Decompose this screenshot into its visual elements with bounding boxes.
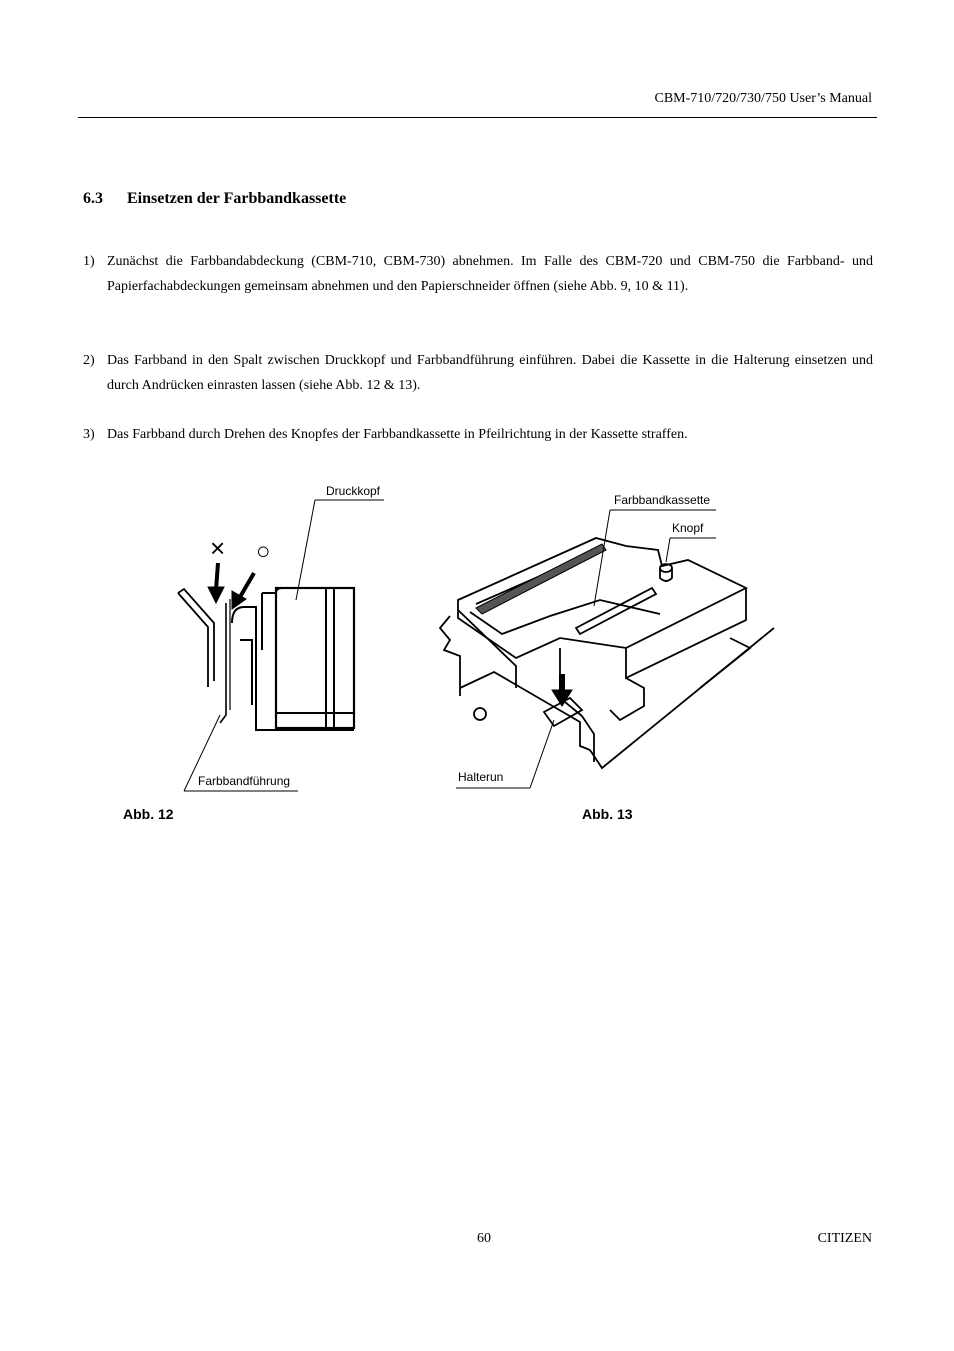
section-heading: [83, 190, 346, 208]
step-number: 1): [83, 254, 95, 269]
step-text: Zunächst die Farbbandabdeckung (CBM-710, CBM-730) abnehmen. Im Falle des CBM-720 und CBM-750 die Farbband- und Papierfachabdeckungen gemeinsam abnehmen und den Papierschneider öffnen (siehe Abb. 9, 10 & 11).: [107, 254, 873, 294]
step-1: [83, 250, 873, 299]
step-number: 2): [83, 353, 95, 368]
footer-brand: CITIZEN: [817, 1231, 872, 1246]
farbbandfuehrung-label: Farbbandführung: [198, 774, 291, 788]
page-number: 60: [477, 1231, 491, 1246]
druckkopf-label: Druckkopf: [326, 484, 381, 498]
section-number: 6.3: [83, 190, 103, 207]
figure-13-caption: Abb. 13: [582, 806, 633, 822]
step-number: 3): [83, 427, 95, 442]
wrong-symbol: ×: [210, 533, 226, 563]
halterung-label: Halterun: [458, 770, 504, 784]
step-text: Das Farbband durch Drehen des Knopfes der Farbbandkassette in Pfeilrichtung in der Kassette straffen.: [107, 427, 688, 442]
step-2: [83, 349, 873, 398]
step-3: [83, 423, 873, 448]
header-title: CBM-710/720/730/750 User’s Manual: [654, 91, 872, 106]
step-text: Das Farbband in den Spalt zwischen Druckkopf und Farbbandführung einführen. Dabei die Kassette in die Halterung einsetzen und durch Andrücken einrasten lassen (siehe Abb. 12 & 13).: [107, 353, 873, 393]
figure-12-illustration: [170, 475, 390, 800]
header-rule: [78, 117, 877, 118]
right-symbol: ○: [256, 538, 271, 565]
figure-13-illustration: [430, 488, 780, 788]
figure-12-caption: Abb. 12: [123, 806, 174, 822]
druckkopf-block: [276, 588, 354, 728]
farbbandkassette-label: Farbbandkassette: [614, 493, 711, 507]
knopf-label: Knopf: [672, 521, 704, 535]
section-title: Einsetzen der Farbbandkassette: [127, 190, 347, 207]
